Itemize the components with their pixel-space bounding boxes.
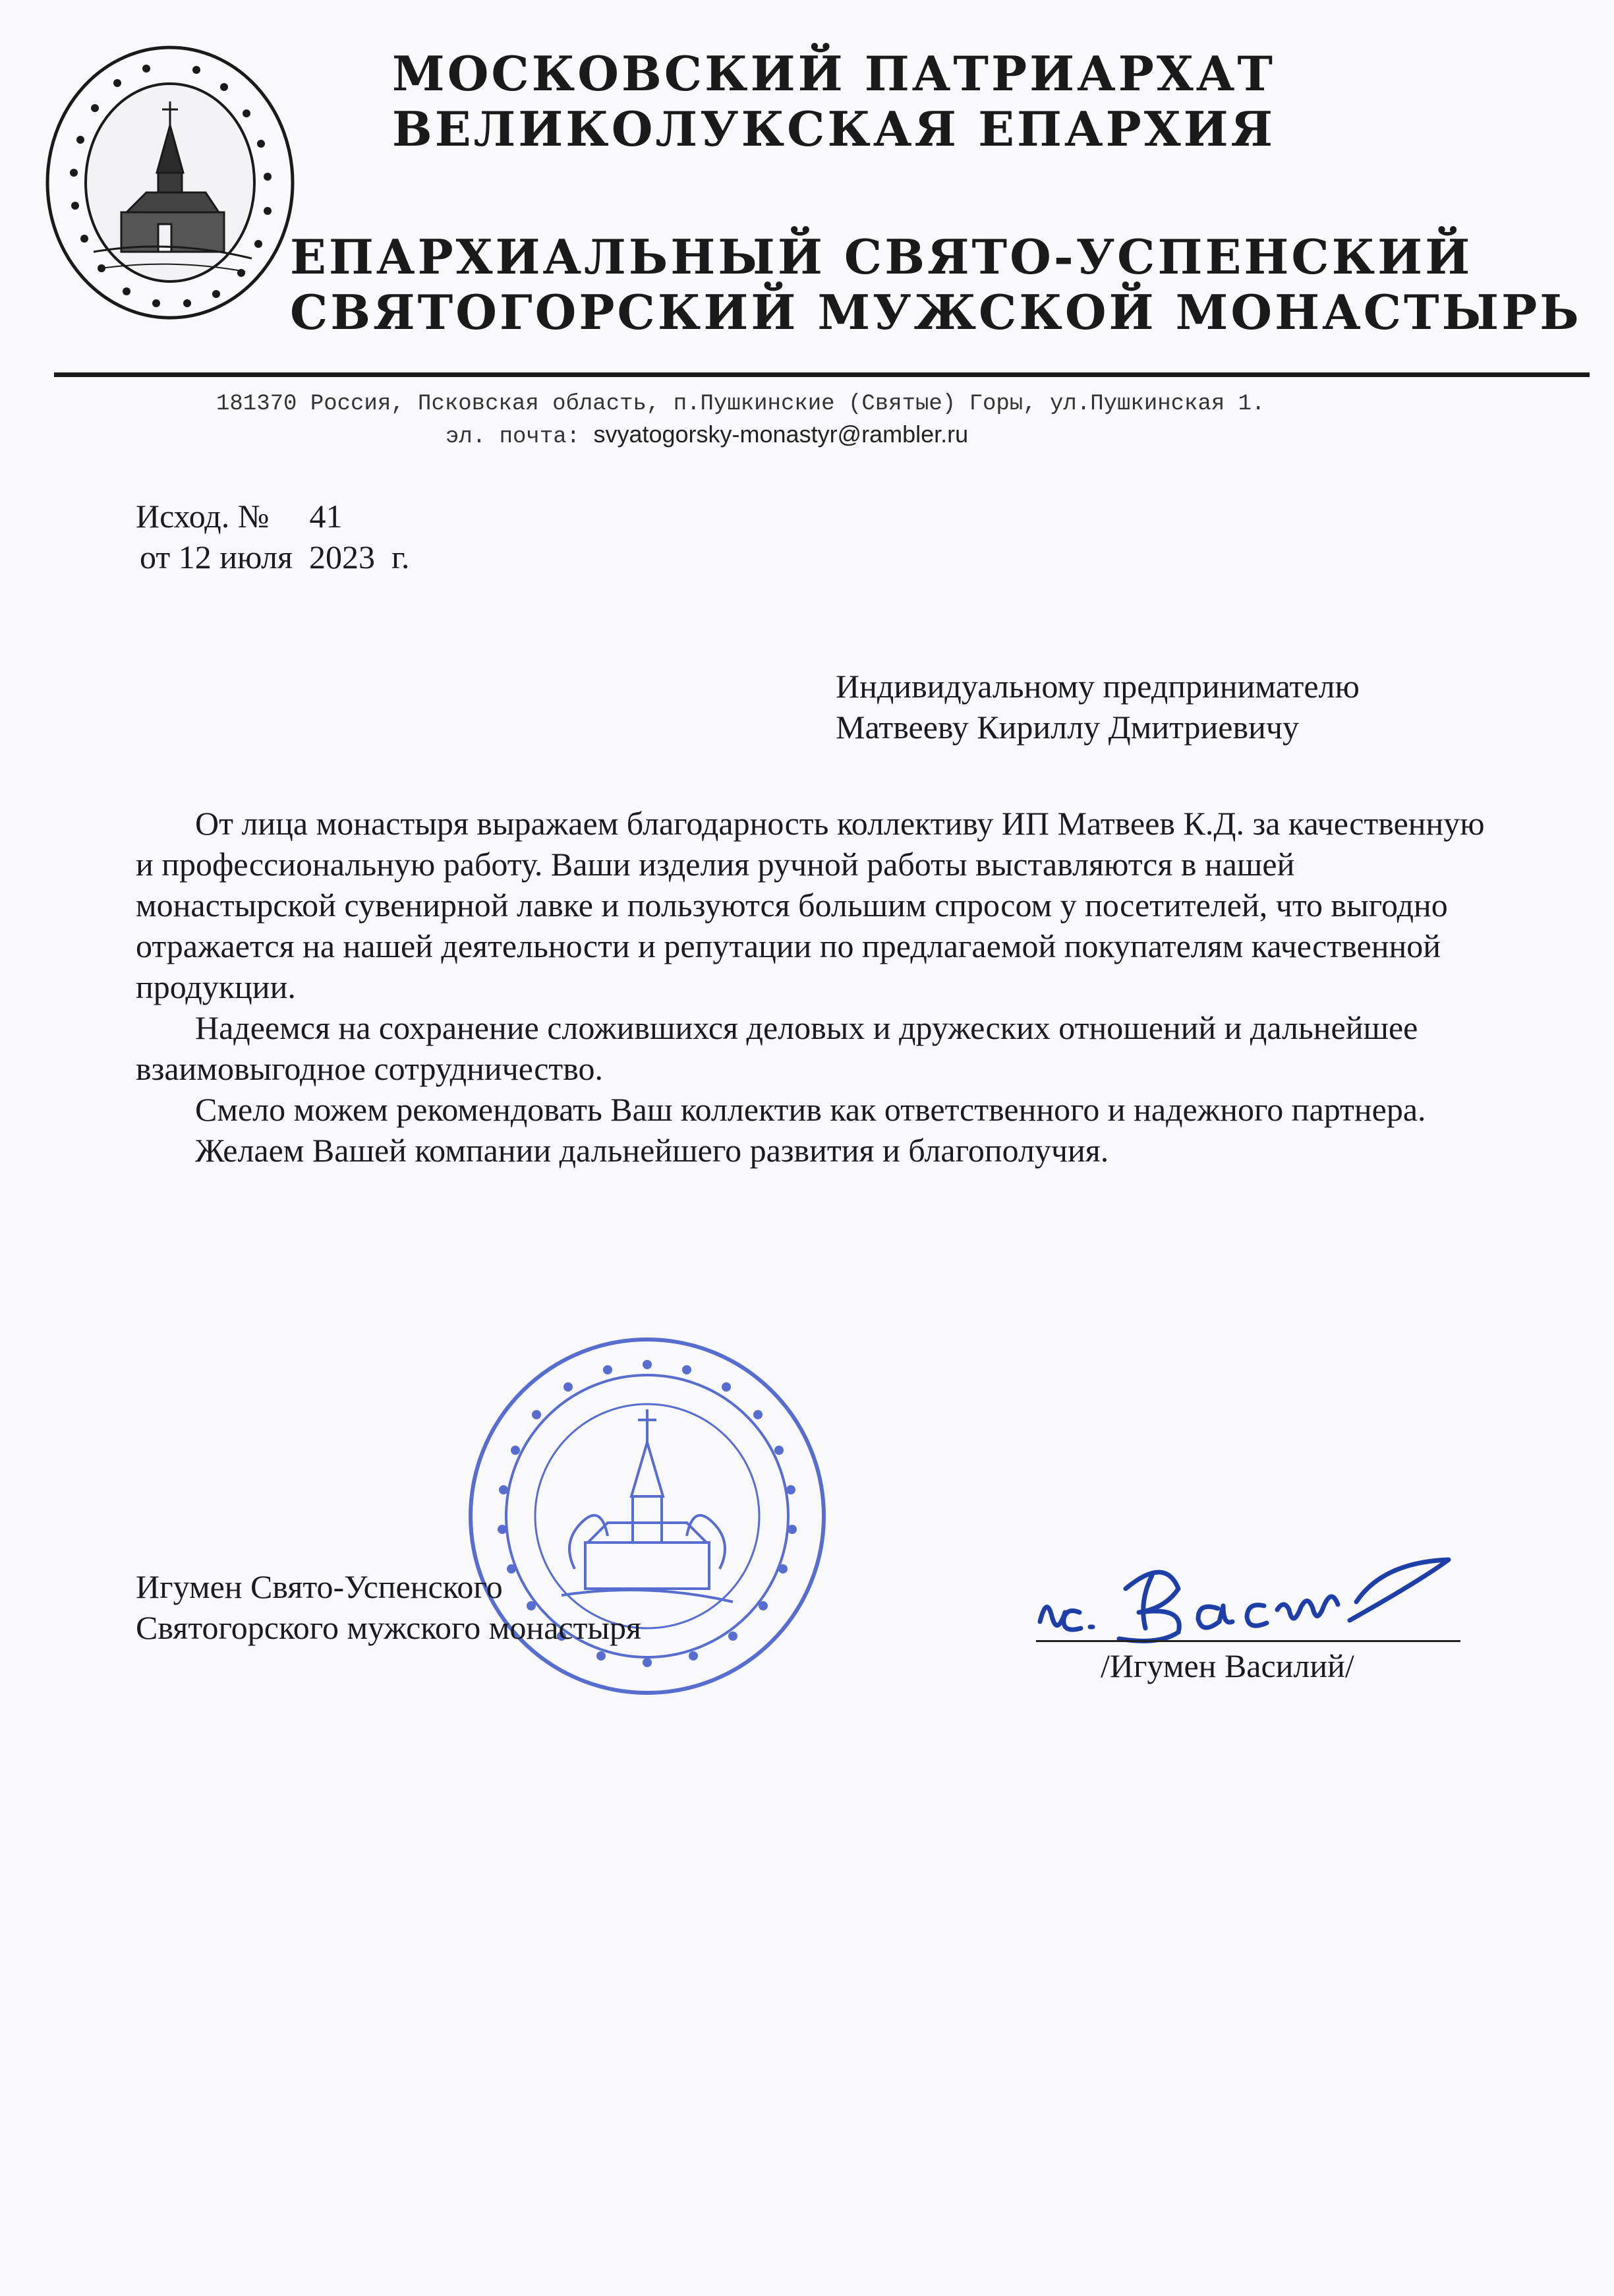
postal-address: 181370 Россия, Псковская область, п.Пушкинские (Святые) Горы, ул.Пушкинская 1. <box>216 392 1265 417</box>
body-paragraph: От лица монастыря выражаем благодарность коллективу ИП Матвеев К.Д. за качественную и профессиональную работу. Ваши изделия ручной работы выставляются в нашей монастырской сувенирной лавке и пользуются большим спросом у посетителей, что выгодно отражается на нашей деятельности и репутации по предлагаемой покупателям качественной продукции. <box>136 805 1485 1005</box>
letter-body <box>136 803 1487 1171</box>
signatory-title-line-1: Игумен Свято-Успенского <box>136 1568 503 1605</box>
outgoing-number-label: Исход. № <box>136 498 270 535</box>
signatory-title <box>136 1566 641 1648</box>
email-address: svyatogorsky-monastyr@rambler.ru <box>593 421 969 448</box>
monastery-logo-seal <box>41 41 299 324</box>
handwritten-signature <box>1027 1549 1488 1648</box>
signature-line <box>1036 1640 1460 1642</box>
body-paragraph: Желаем Вашей компании дальнейшего развития и благополучия. <box>195 1132 1109 1169</box>
addressee-block <box>836 666 1360 748</box>
outgoing-number: 41 <box>309 498 343 535</box>
email-label: эл. почта: <box>446 425 581 450</box>
body-paragraph: Смело можем рекомендовать Ваш коллектив как ответственного и надежного партнера. <box>195 1091 1426 1128</box>
signatory-name: /Игумен Василий/ <box>1101 1647 1354 1684</box>
outgoing-date: от 12 июля 2023 г. <box>140 539 410 575</box>
header-line-monastery-2: СВЯТОГОРСКИЙ МУЖСКОЙ МОНАСТЫРЬ <box>290 284 1582 340</box>
outgoing-reference <box>136 496 409 577</box>
header-line-patriarchate: МОСКОВСКИЙ ПАТРИАРХАТ <box>392 45 1275 102</box>
header-line-monastery-1: ЕПАРХИАЛЬНЫЙ СВЯТО-УСПЕНСКИЙ <box>290 229 1473 285</box>
addressee-line-2: Матвееву Кириллу Дмитриевичу <box>836 709 1300 746</box>
header-divider <box>54 372 1590 377</box>
letterhead <box>290 45 1582 340</box>
header-line-eparchy: ВЕЛИКОЛУКСКАЯ ЕПАРХИЯ <box>391 101 1276 157</box>
body-paragraph: Надеемся на сохранение сложившихся деловых и дружеских отношений и дальнейшее взаимовыгодное сотрудничество. <box>136 1009 1418 1087</box>
addressee-line-1: Индивидуальному предпринимателю <box>836 668 1360 705</box>
email-line <box>446 419 968 452</box>
signatory-title-line-2: Святогорского мужского монастыря <box>136 1609 642 1646</box>
